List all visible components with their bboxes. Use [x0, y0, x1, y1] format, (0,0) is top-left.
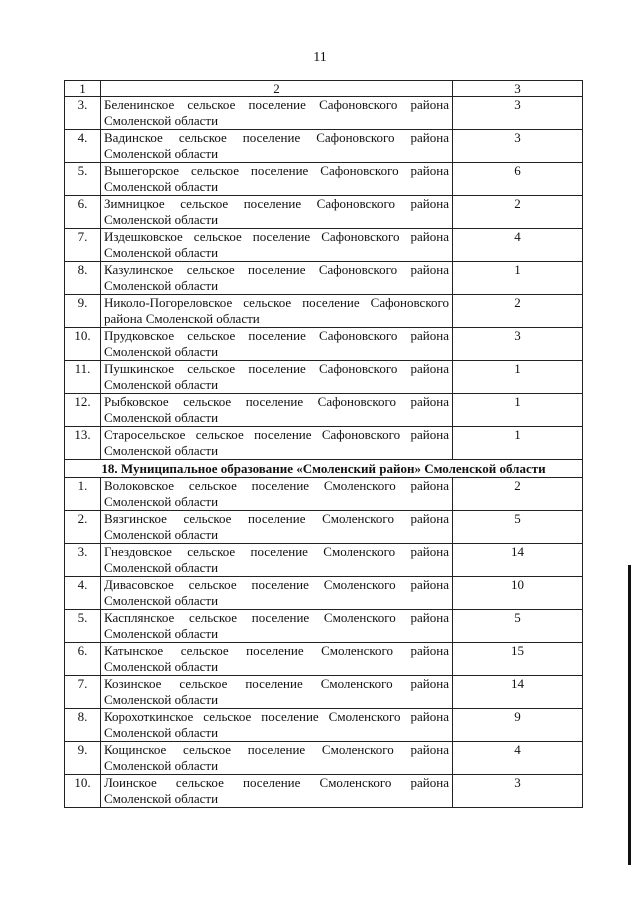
row-value: 2	[453, 295, 583, 328]
settlement-name: Волоковское сельское поселение Смоленского района Смоленской области	[101, 478, 453, 511]
settlement-name: Пушкинское сельское поселение Сафоновского района Смоленской области	[101, 361, 453, 394]
settlement-name: Касплянское сельское поселение Смоленского района Смоленской области	[101, 610, 453, 643]
row-value: 3	[453, 130, 583, 163]
table-row	[65, 544, 583, 577]
row-value: 4	[453, 742, 583, 775]
table-row	[65, 196, 583, 229]
table-row	[65, 394, 583, 427]
table-row	[65, 361, 583, 394]
row-value: 5	[453, 610, 583, 643]
table-row	[65, 709, 583, 742]
table-row	[65, 163, 583, 196]
row-value: 14	[453, 676, 583, 709]
settlement-name: Беленинское сельское поселение Сафоновского района Смоленской области	[101, 97, 453, 130]
row-value: 1	[453, 394, 583, 427]
row-number: 9.	[65, 742, 101, 775]
table-row	[65, 97, 583, 130]
table-row	[65, 229, 583, 262]
row-number: 5.	[65, 610, 101, 643]
row-number: 4.	[65, 577, 101, 610]
settlement-name: Лоинское сельское поселение Смоленского района Смоленской области	[101, 775, 453, 808]
table-row	[65, 262, 583, 295]
settlements-table	[64, 80, 583, 808]
row-number: 2.	[65, 511, 101, 544]
row-number: 6.	[65, 643, 101, 676]
row-value: 3	[453, 328, 583, 361]
settlement-name: Дивасовское сельское поселение Смоленского района Смоленской области	[101, 577, 453, 610]
page-number: 11	[313, 50, 327, 65]
table-row	[65, 427, 583, 460]
row-value: 3	[453, 97, 583, 130]
row-number: 7.	[65, 229, 101, 262]
table-row	[65, 478, 583, 511]
row-number: 13.	[65, 427, 101, 460]
row-number: 3.	[65, 544, 101, 577]
section-heading: 18. Муниципальное образование «Смоленский район» Смоленской области	[65, 460, 583, 478]
row-number: 4.	[65, 130, 101, 163]
row-number: 10.	[65, 775, 101, 808]
settlement-name: Казулинское сельское поселение Сафоновского района Смоленской области	[101, 262, 453, 295]
table-row	[65, 742, 583, 775]
settlement-name: Катынское сельское поселение Смоленского района Смоленской области	[101, 643, 453, 676]
row-number: 9.	[65, 295, 101, 328]
row-number: 5.	[65, 163, 101, 196]
row-number: 10.	[65, 328, 101, 361]
row-value: 9	[453, 709, 583, 742]
row-number: 1.	[65, 478, 101, 511]
settlement-name: Николо-Погореловское сельское поселение Сафоновского района Смоленской области	[101, 295, 453, 328]
table-body	[65, 81, 583, 808]
header-col-3: 3	[453, 81, 583, 97]
row-number: 7.	[65, 676, 101, 709]
settlement-name: Вязгинское сельское поселение Смоленского района Смоленской области	[101, 511, 453, 544]
table-row	[65, 511, 583, 544]
row-value: 10	[453, 577, 583, 610]
settlement-name: Козинское сельское поселение Смоленского района Смоленской области	[101, 676, 453, 709]
row-value: 1	[453, 427, 583, 460]
settlement-name: Гнездовское сельское поселение Смоленского района Смоленской области	[101, 544, 453, 577]
scan-edge-mark	[628, 565, 631, 865]
settlement-name: Вадинское сельское поселение Сафоновского района Смоленской области	[101, 130, 453, 163]
row-number: 3.	[65, 97, 101, 130]
row-value: 15	[453, 643, 583, 676]
settlement-name: Прудковское сельское поселение Сафоновского района Смоленской области	[101, 328, 453, 361]
settlement-name: Рыбковское сельское поселение Сафоновского района Смоленской области	[101, 394, 453, 427]
row-value: 1	[453, 361, 583, 394]
row-value: 6	[453, 163, 583, 196]
table-row	[65, 643, 583, 676]
row-number: 12.	[65, 394, 101, 427]
row-value: 5	[453, 511, 583, 544]
settlement-name: Кощинское сельское поселение Смоленского района Смоленской области	[101, 742, 453, 775]
row-value: 1	[453, 262, 583, 295]
header-col-1: 1	[65, 81, 101, 97]
row-value: 4	[453, 229, 583, 262]
row-value: 2	[453, 196, 583, 229]
row-number: 6.	[65, 196, 101, 229]
row-value: 2	[453, 478, 583, 511]
settlement-name: Вышегорское сельское поселение Сафоновского района Смоленской области	[101, 163, 453, 196]
table-header-row	[65, 81, 583, 97]
table-row	[65, 577, 583, 610]
section-row	[65, 460, 583, 478]
row-value: 14	[453, 544, 583, 577]
table-row	[65, 130, 583, 163]
row-number: 11.	[65, 361, 101, 394]
row-value: 3	[453, 775, 583, 808]
header-col-2: 2	[101, 81, 453, 97]
table-row	[65, 295, 583, 328]
row-number: 8.	[65, 709, 101, 742]
settlement-name: Корохоткинское сельское поселение Смоленского района Смоленской области	[101, 709, 453, 742]
settlement-name: Зимницкое сельское поселение Сафоновского района Смоленской области	[101, 196, 453, 229]
row-number: 8.	[65, 262, 101, 295]
table-row	[65, 775, 583, 808]
table-row	[65, 328, 583, 361]
settlement-name: Старосельское сельское поселение Сафоновского района Смоленской области	[101, 427, 453, 460]
table-row	[65, 676, 583, 709]
table-row	[65, 610, 583, 643]
settlement-name: Издешковское сельское поселение Сафоновского района Смоленской области	[101, 229, 453, 262]
